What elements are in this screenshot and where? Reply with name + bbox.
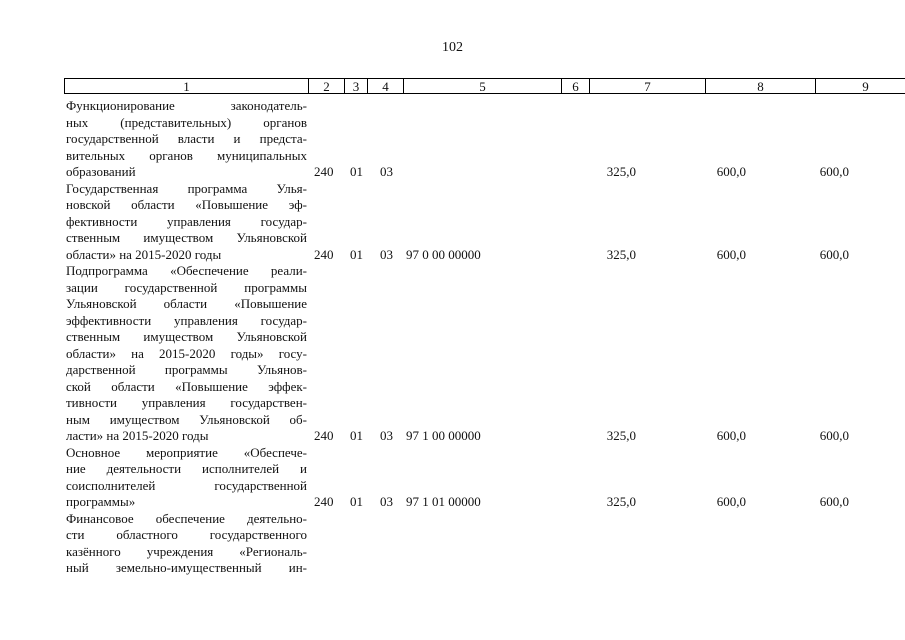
cell-col-5: 97 1 01 00000 bbox=[406, 494, 481, 509]
header-col-1: 1 bbox=[64, 78, 308, 94]
description-line: программы» bbox=[66, 494, 136, 509]
cell-col-4: 03 bbox=[380, 428, 393, 443]
description-line: Государственная программа Улья- bbox=[66, 180, 307, 196]
description-line: государственной власти и предста- bbox=[66, 131, 307, 146]
description-line: тивности управления государствен- bbox=[66, 395, 307, 410]
description-line: области» на 2015-2020 годы» госу- bbox=[66, 345, 307, 361]
description-line: Функционирование законодатель- bbox=[66, 98, 307, 113]
page-number: 102 bbox=[442, 40, 463, 55]
description-line: казённого учреждения «Региональ- bbox=[66, 543, 307, 559]
cell-col-2: 240 bbox=[314, 428, 334, 443]
description-line: ственным имуществом Ульяновской bbox=[66, 329, 307, 344]
cell-col-8: 600,0 bbox=[716, 428, 746, 443]
cell-col-3: 01 bbox=[350, 494, 363, 509]
description-line: ственным имуществом Ульяновской bbox=[66, 230, 307, 245]
row-description bbox=[66, 263, 307, 445]
cell-col-7: 325,0 bbox=[606, 164, 636, 179]
cell-col-5: 97 0 00 00000 bbox=[406, 246, 481, 262]
cell-col-9: 600,0 bbox=[819, 164, 849, 179]
cell-col-4: 03 bbox=[380, 494, 393, 509]
description-line: Финансовое обеспечение деятельно- bbox=[66, 510, 307, 526]
row-description bbox=[66, 511, 307, 577]
description-line: вительных органов муниципальных bbox=[66, 147, 307, 163]
row-description bbox=[66, 181, 307, 264]
description-line: Ульяновской области «Повышение bbox=[66, 296, 307, 311]
description-line: фективности управления государ- bbox=[66, 213, 307, 229]
cell-col-2: 240 bbox=[314, 494, 334, 509]
cell-col-3: 01 bbox=[350, 246, 363, 262]
cell-col-7: 325,0 bbox=[606, 246, 636, 262]
cell-col-2: 240 bbox=[314, 164, 334, 179]
description-line: новской области «Повышение эф- bbox=[66, 197, 307, 212]
description-line: соисполнителей государственной bbox=[66, 477, 307, 493]
description-line: Основное мероприятие «Обеспече- bbox=[66, 444, 307, 460]
cell-col-9: 600,0 bbox=[819, 428, 849, 443]
description-line: области» на 2015-2020 годы bbox=[66, 246, 222, 262]
description-line: Подпрограмма «Обеспечение реали- bbox=[66, 263, 307, 278]
cell-col-9: 600,0 bbox=[819, 494, 849, 509]
header-col-4: 4 bbox=[367, 78, 403, 94]
cell-col-8: 600,0 bbox=[716, 494, 746, 509]
cell-col-7: 325,0 bbox=[606, 428, 636, 443]
description-line: сти областного государственного bbox=[66, 527, 307, 542]
cell-col-4: 03 bbox=[380, 164, 393, 179]
description-line: ный земельно-имущественный ин- bbox=[66, 560, 307, 575]
cell-col-9: 600,0 bbox=[819, 246, 849, 262]
cell-col-8: 600,0 bbox=[716, 246, 746, 262]
header-col-2: 2 bbox=[308, 78, 344, 94]
description-line: образований bbox=[66, 164, 136, 179]
description-line: зации государственной программы bbox=[66, 279, 307, 295]
description-line: дарственной программы Ульянов- bbox=[66, 362, 307, 377]
header-col-9: 9 bbox=[815, 78, 905, 94]
cell-col-2: 240 bbox=[314, 246, 334, 262]
header-col-7: 7 bbox=[589, 78, 705, 94]
cell-col-7: 325,0 bbox=[606, 494, 636, 509]
cell-col-4: 03 bbox=[380, 246, 393, 262]
description-line: ской области «Повышение эффек- bbox=[66, 378, 307, 394]
description-line: ных (представительных) органов bbox=[66, 114, 307, 130]
header-col-5: 5 bbox=[403, 78, 561, 94]
header-col-6: 6 bbox=[561, 78, 589, 94]
description-line: эффективности управления государ- bbox=[66, 312, 307, 328]
description-line: ласти» на 2015-2020 годы bbox=[66, 428, 209, 443]
row-description bbox=[66, 445, 307, 511]
header-col-8: 8 bbox=[705, 78, 815, 94]
cell-col-3: 01 bbox=[350, 164, 363, 179]
header-col-3: 3 bbox=[344, 78, 367, 94]
row-description bbox=[66, 98, 307, 181]
description-line: ние деятельности исполнителей и bbox=[66, 461, 307, 476]
description-line: ным имуществом Ульяновской об- bbox=[66, 411, 307, 427]
cell-col-3: 01 bbox=[350, 428, 363, 443]
cell-col-8: 600,0 bbox=[716, 164, 746, 179]
cell-col-5: 97 1 00 00000 bbox=[406, 428, 481, 443]
